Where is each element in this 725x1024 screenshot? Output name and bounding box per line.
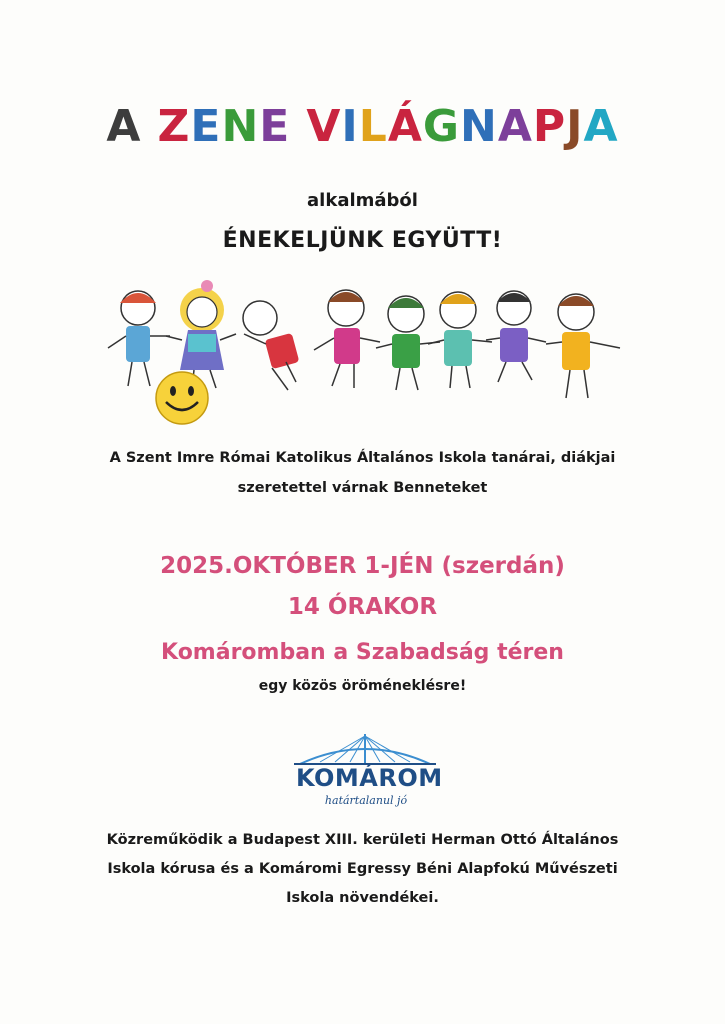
title-letter: J [566, 101, 584, 152]
invitation-line-1: A Szent Imre Római Katolikus Általános Iskola tanárai, diákjai [109, 450, 616, 466]
title-letter: P [532, 101, 567, 152]
title-letter: V [306, 101, 342, 152]
title-space [290, 92, 306, 162]
child-figure [546, 294, 620, 398]
poster-title [0, 92, 725, 162]
event-date: 2025.OKTÓBER 1-JÉN (szerdán) [160, 553, 565, 579]
logo-tagline: határtalanul jó [324, 794, 408, 807]
title-letter: A [497, 101, 533, 152]
credits-line-1: Közreműködik a Budapest XIII. kerületi Herman Ottó Általános [106, 832, 619, 848]
title-letter: E [259, 101, 291, 152]
title-letter: N [221, 101, 260, 152]
title-letter: A [106, 101, 142, 152]
child-figure [243, 301, 299, 390]
invitation-line-2: szeretettel várnak Benneteket [237, 480, 488, 496]
title-letter: A [583, 101, 619, 152]
credits-line-2: Iskola kórusa és a Komáromi Egressy Béni Alapfokú Művészeti [107, 861, 618, 877]
title-space [141, 92, 157, 162]
logo-wordmark: KOMÁROM [296, 764, 443, 792]
child-figure [428, 292, 492, 388]
children-illustration [100, 278, 640, 428]
sing-together-heading: ÉNEKELJÜNK EGYÜTT! [222, 228, 503, 253]
title-letter: L [358, 101, 388, 152]
title-letter: E [190, 101, 222, 152]
child-figure [486, 291, 546, 382]
title-letter: Á [387, 101, 423, 152]
title-letter: G [422, 101, 460, 152]
occasion-text: alkalmából [307, 190, 418, 211]
child-figure [108, 291, 170, 386]
child-figure [314, 290, 380, 388]
title-letter: Z [157, 101, 191, 152]
child-figure [166, 280, 236, 388]
event-place: Komáromban a Szabadság téren [161, 640, 564, 665]
title-letter: I [341, 101, 359, 152]
credits-line-3: Iskola növendékei. [286, 890, 439, 906]
event-time: 14 ÓRAKOR [287, 594, 438, 620]
title-letter: N [460, 101, 498, 152]
event-purpose: egy közös öröméneklésre! [258, 678, 467, 694]
smiley-ball [156, 372, 208, 424]
